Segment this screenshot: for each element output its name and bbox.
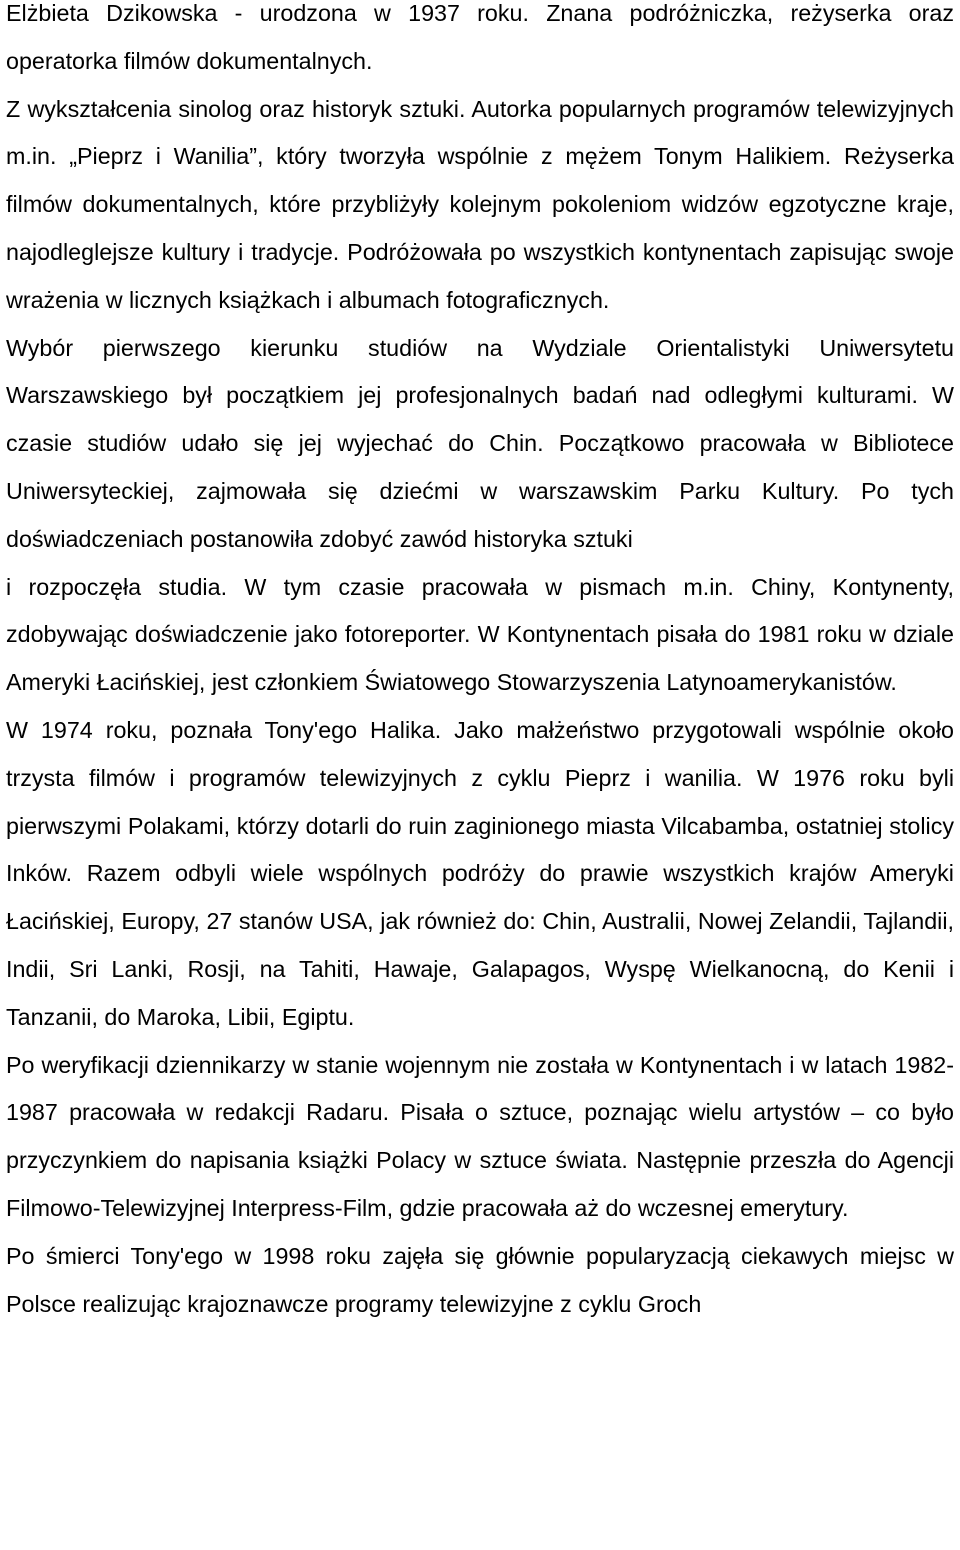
document-body [6,0,954,1328]
paragraph-career: Po weryfikacji dziennikarzy w stanie wojennym nie została w Kontynentach i w latach 1982-1987 pracowała w redakcji Radaru. Pisała o sztuce, poznając wielu artystów – co było przyczynkiem do napisania książki Polacy w sztuce świata. Następnie przeszła do Agencji Filmowo-Telewizyjnej Interpress-Film, gdzie pracowała aż do wczesnej emerytury. [6,1051,954,1221]
paragraph-education: Z wykształcenia sinolog oraz historyk sztuki. Autorka popularnych programów telewizyjnych m.in. „Pieprz i Wanilia”, który tworzyła wspólnie z mężem Tonym Halikiem. Reżyserka filmów dokumentalnych, które przybliżyły kolejnym pokoleniom widzów egzotyczne kraje, najodleglejsze kultury i tradycje. Podróżowała po wszystkich kontynentach zapisując swoje wrażenia w licznych książkach i albumach fotograficznych. [6,95,954,313]
paragraph-travels: W 1974 roku, poznała Tony'ego Halika. Jako małżeństwo przygotowali wspólnie około trzysta filmów i programów telewizyjnych z cyklu Pieprz i wanilia. W 1976 roku byli pierwszymi Polakami, którzy dotarli do ruin zaginionego miasta Vilcabamba, ostatniej stolicy Inków. Razem odbyli wiele wspólnych podróży do prawie wszystkich krajów Ameryki Łacińskiej, Europy, 27 stanów USA, jak również do: Chin, Australii, Nowej Zelandii, Tajlandii, Indii, Sri Lanki, Rosji, na Tahiti, Hawaje, Galapagos, Wyspę Wielkanocną, do Kenii i Tanzanii, do Maroka, Libii, Egiptu. [6,716,954,1030]
paragraph-intro: Elżbieta Dzikowska - urodzona w 1937 roku. Znana podróżniczka, reżyserka oraz operatorka filmów dokumentalnych. [6,0,954,74]
paragraph-journalism: i rozpoczęła studia. W tym czasie pracowała w pismach m.in. Chiny, Kontynenty, zdobywając doświadczenie jako fotoreporter. W Kontynentach pisała do 1981 roku w dziale Ameryki Łacińskiej, jest członkiem Światowego Stowarzyszenia Latynoamerykanistów. [6,573,954,696]
paragraph-later-years: Po śmierci Tony'ego w 1998 roku zajęła się głównie popularyzacją ciekawych miejsc w Polsce realizując krajoznawcze programy telewizyjne z cyklu Groch [6,1242,954,1317]
paragraph-studies: Wybór pierwszego kierunku studiów na Wydziale Orientalistyki Uniwersytetu Warszawskiego był początkiem jej profesjonalnych badań nad odległymi kulturami. W czasie studiów udało się jej wyjechać do Chin. Początkowo pracowała w Bibliotece Uniwersyteckiej, zajmowała się dziećmi w warszawskim Parku Kultury. Po tych doświadczeniach postanowiła zdobyć zawód historyka sztuki [6,334,954,552]
